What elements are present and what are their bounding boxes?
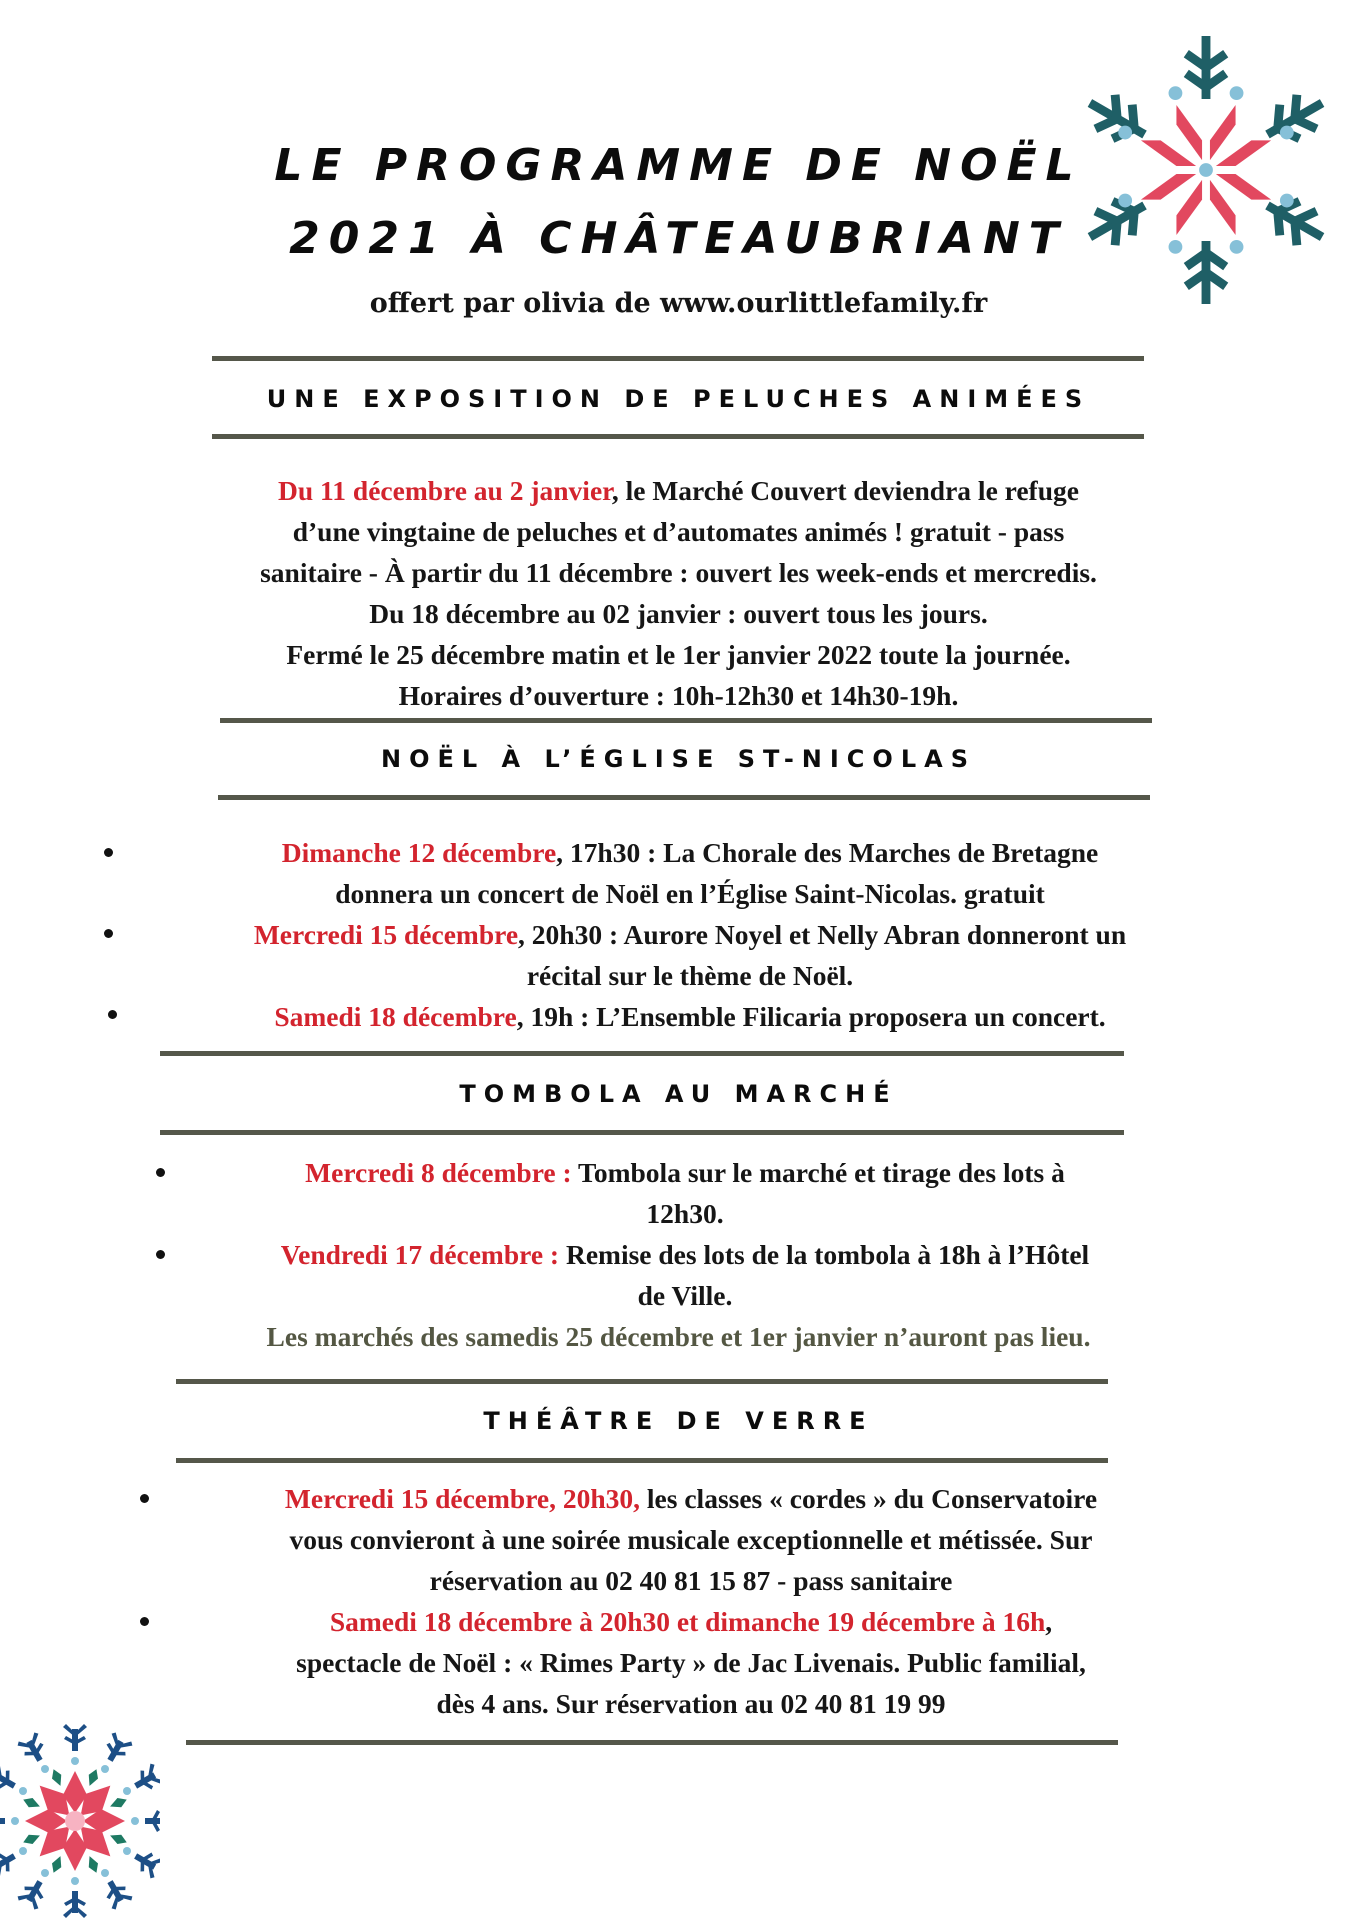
list-item — [150, 996, 1230, 1037]
date-highlight: Du 11 décembre au 2 janvier — [278, 475, 612, 506]
bullet-icon — [104, 929, 113, 938]
item-line — [146, 1478, 1236, 1519]
item-line: dès 4 ans. Sur réservation au 02 40 81 19 99 — [436, 1688, 946, 1719]
divider — [212, 434, 1144, 439]
section-heading-exposition: UNE EXPOSITION DE PELUCHES ANIMÉES — [266, 385, 1091, 413]
bullet-icon — [108, 1010, 117, 1019]
para-line: d’une vingtaine de peluches et d’automates animés ! gratuit - pass — [292, 516, 1065, 547]
bullet-icon — [104, 848, 113, 857]
item-line — [150, 996, 1230, 1037]
item-line — [150, 832, 1230, 873]
list-item — [150, 914, 1230, 996]
date-highlight: Vendredi 17 décembre : — [280, 1239, 560, 1270]
item-line: de Ville. — [637, 1280, 733, 1311]
item-line: donnera un concert de Noël en l’Église Saint-Nicolas. gratuit — [335, 878, 1045, 909]
para-line: Horaires d’ouverture : 10h-12h30 et 14h30-19h. — [398, 680, 959, 711]
divider — [218, 795, 1150, 800]
section-heading-tombola: TOMBOLA AU MARCHÉ — [459, 1080, 898, 1108]
text: , 20h30 : Aurore Noyel et Nelly Abran donneront un — [518, 919, 1127, 950]
bullet-icon — [156, 1250, 165, 1259]
date-highlight: Samedi 18 décembre à 20h30 et dimanche 19 décembre à 16h — [329, 1606, 1046, 1637]
para-line: sanitaire - À partir du 11 décembre : ouvert les week-ends et mercredis. — [260, 557, 1097, 588]
poinsettia-snowflake-icon — [0, 1722, 160, 1920]
section-heading-theatre: THÉÂTRE DE VERRE — [483, 1407, 874, 1435]
item-line — [150, 914, 1230, 955]
bullet-icon — [140, 1617, 149, 1626]
divider — [160, 1130, 1124, 1135]
text: Remise des lots de la tombola à 18h à l’Hôtel — [559, 1239, 1090, 1270]
date-highlight: Samedi 18 décembre — [274, 1001, 517, 1032]
divider — [186, 1740, 1118, 1745]
text: Tombola sur le marché et tirage des lots à — [571, 1157, 1065, 1188]
item-line — [160, 1152, 1210, 1193]
item-line: réservation au 02 40 81 15 87 - pass sanitaire — [429, 1565, 953, 1596]
item-line: vous convieront à une soirée musicale exceptionnelle et métissée. Sur — [289, 1524, 1093, 1555]
text: les classes « cordes » du Conservatoire — [640, 1483, 1098, 1514]
subtitle: offert par olivia de www.ourlittlefamily.fr — [369, 288, 988, 319]
divider — [176, 1379, 1108, 1384]
list-item — [150, 832, 1230, 914]
para-line — [0, 470, 1357, 511]
list-item — [160, 1234, 1210, 1316]
bullet-icon — [156, 1168, 165, 1177]
text: , — [1045, 1606, 1053, 1637]
list-item — [160, 1152, 1210, 1234]
divider — [220, 718, 1152, 723]
date-highlight: Dimanche 12 décembre — [281, 837, 557, 868]
bullet-icon — [140, 1494, 149, 1503]
para-line: Du 18 décembre au 02 janvier : ouvert tous les jours. — [369, 598, 988, 629]
tombola-note: Les marchés des samedis 25 décembre et 1er janvier n’auront pas lieu. — [266, 1321, 1091, 1352]
date-highlight: Mercredi 8 décembre : — [305, 1157, 572, 1188]
divider — [176, 1458, 1108, 1463]
list-item — [146, 1601, 1236, 1724]
para-line: Fermé le 25 décembre matin et le 1er janvier 2022 toute la journée. — [286, 639, 1071, 670]
section-heading-eglise: NOËL À L’ÉGLISE ST-NICOLAS — [381, 745, 976, 773]
text: , le Marché Couvert deviendra le refuge — [611, 475, 1079, 506]
item-line — [146, 1601, 1236, 1642]
theatre-list — [146, 1478, 1236, 1724]
text: , 17h30 : La Chorale des Marches de Bretagne — [556, 837, 1099, 868]
item-line: 12h30. — [646, 1198, 724, 1229]
divider — [160, 1051, 1124, 1056]
date-highlight: Mercredi 15 décembre — [253, 919, 519, 950]
item-line: récital sur le thème de Noël. — [526, 960, 854, 991]
exposition-paragraph — [0, 470, 1357, 716]
text: , 19h : L’Ensemble Filicaria proposera un concert. — [516, 1001, 1106, 1032]
snowflake-arm — [1186, 36, 1225, 99]
item-line — [160, 1234, 1210, 1275]
page-title-line-2: 2021 À CHÂTEAUBRIANT — [289, 213, 1068, 264]
tombola-list — [160, 1152, 1210, 1316]
date-highlight: Mercredi 15 décembre, 20h30, — [284, 1483, 641, 1514]
eglise-list — [150, 832, 1230, 1037]
list-item — [146, 1478, 1236, 1601]
item-line: spectacle de Noël : « Rimes Party » de Jac Livenais. Public familial, — [296, 1647, 1086, 1678]
divider — [212, 356, 1144, 361]
flower-center — [65, 1811, 85, 1831]
page-title-line-1: LE PROGRAMME DE NOËL — [274, 140, 1083, 191]
